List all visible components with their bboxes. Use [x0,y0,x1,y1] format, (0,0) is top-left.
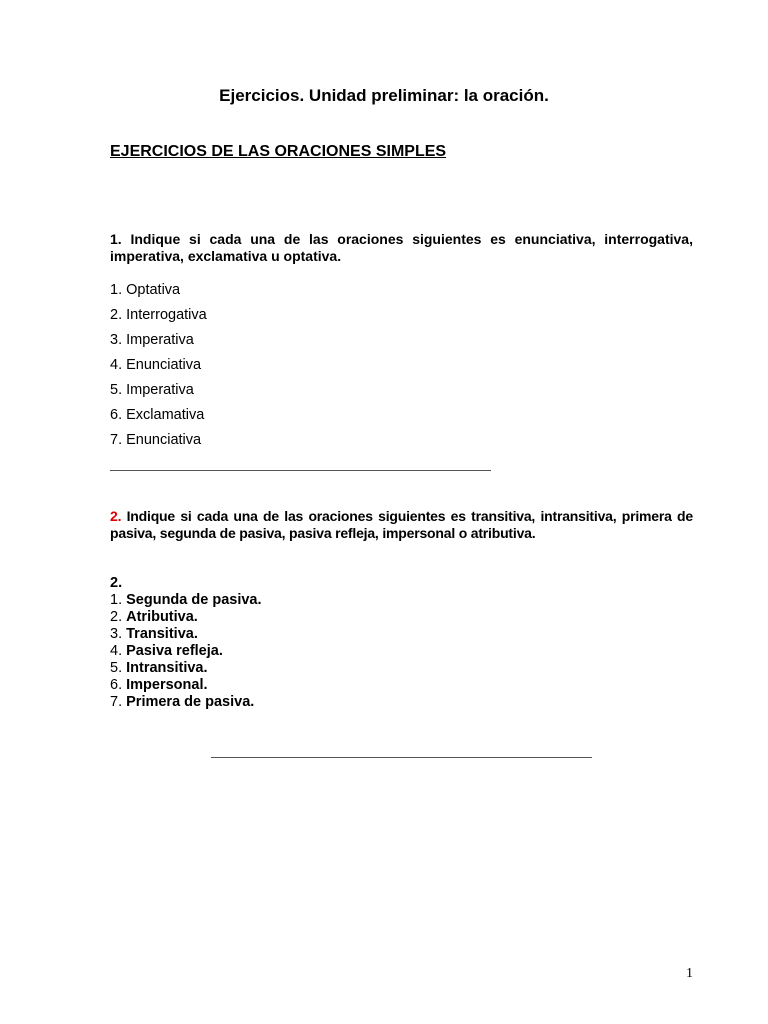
item-answer: Segunda de pasiva. [126,592,262,608]
section-heading: EJERCICIOS DE LAS ORACIONES SIMPLES [110,143,447,160]
question-1-text: Indique si cada una de las oraciones siguientes es enunciativa, interrogativa, imperativa, exclamativa u optativa. [110,231,693,264]
item-number: 7. [110,694,127,710]
list-item: 7. Enunciativa [110,432,202,448]
divider [110,470,491,471]
item-answer: Primera de pasiva. [126,694,255,710]
question-2-text: Indique si cada una de las oraciones siguientes es transitiva, intransitiva, primera de pasiva, segunda de pasiva, pasiva refleja, impersonal o atributiva. [110,508,693,541]
answer-list-2-heading: 2. [110,575,123,591]
list-item [110,592,262,609]
page-number: 1 [686,966,693,981]
question-2 [110,508,693,542]
item-answer: Impersonal. [126,677,208,693]
list-item: 2. Interrogativa [110,307,207,323]
question-2-number: 2. [110,508,122,524]
list-item: 5. Imperativa [110,382,194,398]
list-item [110,609,262,626]
list-item [110,660,262,677]
item-number: 2. [110,609,127,625]
divider [211,757,592,758]
item-number: 6. [110,677,127,693]
answer-list-1 [110,281,207,456]
item-number: 1. [110,592,127,608]
item-number: 5. [110,660,127,676]
list-item [110,694,262,711]
list-item [110,643,262,660]
answer-list-2 [110,575,262,711]
list-item [110,677,262,694]
list-item: 3. Imperativa [110,332,194,348]
item-answer: Atributiva. [126,609,198,625]
item-number: 3. [110,626,127,642]
question-1-number: 1. [110,231,122,247]
item-answer: Intransitiva. [126,660,208,676]
question-1 [110,231,693,265]
page-title: Ejercicios. Unidad preliminar: la oración. [219,86,549,105]
list-item: 4. Enunciativa [110,357,202,373]
list-item: 1. Optativa [110,282,181,298]
list-item: 6. Exclamativa [110,407,205,423]
item-number: 4. [110,643,127,659]
list-item [110,626,262,643]
item-answer: Pasiva refleja. [126,643,223,659]
item-answer: Transitiva. [126,626,198,642]
